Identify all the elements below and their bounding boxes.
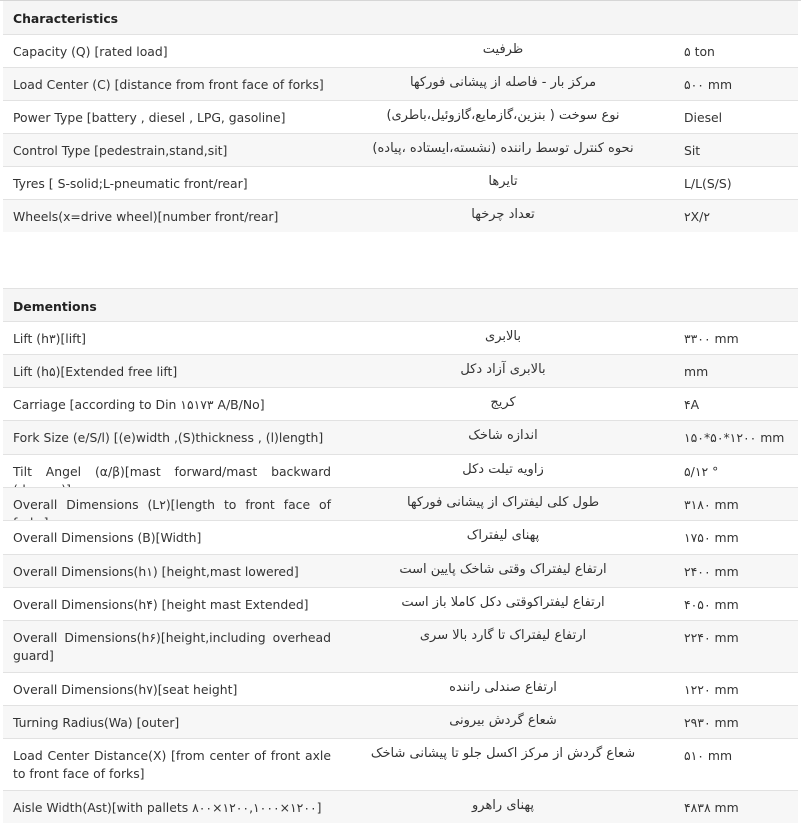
english-label: Capacity (Q) [rated load] bbox=[13, 44, 168, 59]
table-row bbox=[3, 554, 798, 587]
english-label: Lift (h۳)[lift] bbox=[13, 331, 87, 346]
section-title: Dementions bbox=[13, 299, 97, 314]
persian-label: ارتفاع لیفتراکوقتی دکل کاملا باز است bbox=[401, 595, 605, 610]
section-header bbox=[3, 1, 798, 34]
value: ۵ ton bbox=[684, 44, 715, 59]
table-row bbox=[3, 321, 798, 354]
english-label: Load Center Distance(X) [from center of front axle to front face of forks] bbox=[13, 748, 331, 781]
english-label: Wheels(x=drive wheel)[number front/rear] bbox=[13, 209, 279, 224]
value: ۲۴۰۰ mm bbox=[684, 564, 739, 579]
value: ۱۷۵۰ mm bbox=[684, 530, 739, 545]
english-label: Overall Dimensions(h۷)[seat height] bbox=[13, 682, 238, 697]
english-label: Control Type [pedestrain,stand,sit] bbox=[13, 143, 228, 158]
persian-label: نحوه کنترل توسط راننده (نشسته،ایستاده ،پیاده) bbox=[372, 141, 634, 156]
english-label: Fork Size (e/S/l) [(e)width ,(S)thickness , (l)length] bbox=[13, 430, 324, 445]
table-row bbox=[3, 387, 798, 420]
section-header bbox=[3, 288, 798, 321]
persian-label: نوع سوخت ( بنزین،گازمایع،گازوئیل،باطری) bbox=[386, 108, 620, 123]
table-row bbox=[3, 67, 798, 100]
english-label: Overall Dimensions (B)[Width] bbox=[13, 530, 202, 545]
value: ۳۱۸۰ mm bbox=[684, 497, 739, 512]
persian-label: ارتفاع لیفتراک تا گارد بالا سری bbox=[419, 628, 587, 643]
value: ۵۰۰ mm bbox=[684, 77, 733, 92]
persian-label: تایرها bbox=[488, 174, 518, 189]
english-label: Overall Dimensions(h۴) [height mast Extended] bbox=[13, 597, 309, 612]
table-row bbox=[3, 672, 798, 705]
value: ۲۹۳۰ mm bbox=[684, 715, 739, 730]
english-label: Power Type [battery , diesel , LPG, gasoline] bbox=[13, 110, 286, 125]
table-row bbox=[3, 454, 798, 487]
value: Sit bbox=[684, 143, 701, 158]
value: mm bbox=[684, 364, 709, 379]
table-row bbox=[3, 420, 798, 454]
value: ۲X/۲ bbox=[684, 209, 710, 224]
dimensions-table bbox=[3, 288, 798, 823]
table-row bbox=[3, 199, 798, 232]
persian-label: ارتفاع لیفتراک وقتی شاخک پایین است bbox=[399, 562, 607, 577]
persian-label: شعاع گردش از مرکز اکسل جلو تا پیشانی شاخک bbox=[370, 746, 636, 761]
persian-label: بالابری bbox=[485, 329, 521, 344]
persian-label: پهنای لیفتراک bbox=[466, 528, 540, 543]
value: ۴A bbox=[684, 397, 700, 412]
persian-label: اندازه شاخک bbox=[468, 428, 538, 443]
persian-label: شعاع گردش بیرونی bbox=[449, 713, 557, 728]
value: ۱۲۲۰ mm bbox=[684, 682, 739, 697]
english-label: Overall Dimensions(h۱) [height,mast lowered] bbox=[13, 564, 299, 579]
english-label: Lift (h۵)[Extended free lift] bbox=[13, 364, 178, 379]
table-row bbox=[3, 100, 798, 133]
table-row bbox=[3, 166, 798, 199]
value: ۵۱۰ mm bbox=[684, 748, 733, 763]
table-row bbox=[3, 587, 798, 620]
persian-label: کریج bbox=[490, 395, 516, 410]
english-label: Carriage [according to Din ۱۵۱۷۳ A/B/No] bbox=[13, 397, 265, 412]
persian-label: طول کلی لیفتراک از پیشانی فورکها bbox=[406, 495, 600, 510]
table-row bbox=[3, 790, 798, 823]
persian-label: زاویه تیلت دکل bbox=[462, 462, 544, 477]
value: ۴۰۵۰ mm bbox=[684, 597, 739, 612]
section-title: Characteristics bbox=[13, 11, 119, 26]
table-row bbox=[3, 738, 798, 790]
english-label: Aisle Width(Ast)[with pallets ۸۰۰×۱۲۰۰,۱۰۰۰×۱۲۰۰] bbox=[13, 800, 322, 815]
table-row bbox=[3, 34, 798, 67]
value: ۴۸۳۸ mm bbox=[684, 800, 739, 815]
value: Diesel bbox=[684, 110, 723, 125]
table-row bbox=[3, 354, 798, 387]
table-row bbox=[3, 487, 798, 520]
persian-label: ظرفیت bbox=[482, 42, 524, 57]
english-label: Tilt Angel (α/β)[mast forward/mast backward bbox=[13, 464, 331, 479]
persian-label: ارتفاع صندلی راننده bbox=[449, 680, 557, 695]
characteristics-table bbox=[3, 1, 798, 232]
value: ۱۵۰*۵۰*۱۲۰۰ mm bbox=[684, 430, 785, 445]
persian-label: مرکز بار - فاصله از پیشانی فورکها bbox=[409, 75, 597, 90]
table-row bbox=[3, 520, 798, 554]
table-row bbox=[3, 705, 798, 738]
table-row bbox=[3, 620, 798, 672]
english-label: Load Center (C) [distance from front face of forks] bbox=[13, 77, 324, 92]
persian-label: تعداد چرخها bbox=[471, 207, 535, 222]
value: ۲۲۴۰ mm bbox=[684, 630, 739, 645]
english-label: Turning Radius(Wa) [outer] bbox=[13, 715, 180, 730]
english-label: Overall Dimensions(h۶)[height,including overhead guard] bbox=[13, 630, 331, 663]
value: ۳۳۰۰ mm bbox=[684, 331, 739, 346]
value: ۵/۱۲ ° bbox=[684, 464, 719, 479]
value: L/L(S/S) bbox=[684, 176, 732, 191]
persian-label: پهنای راهرو bbox=[472, 798, 534, 813]
table-row bbox=[3, 133, 798, 166]
english-label: Overall Dimensions (L۲)[length to front face of bbox=[13, 497, 331, 512]
persian-label: بالابری آزاد دکل bbox=[460, 362, 546, 377]
english-label: Tyres [ S-solid;L-pneumatic front/rear] bbox=[13, 176, 248, 191]
